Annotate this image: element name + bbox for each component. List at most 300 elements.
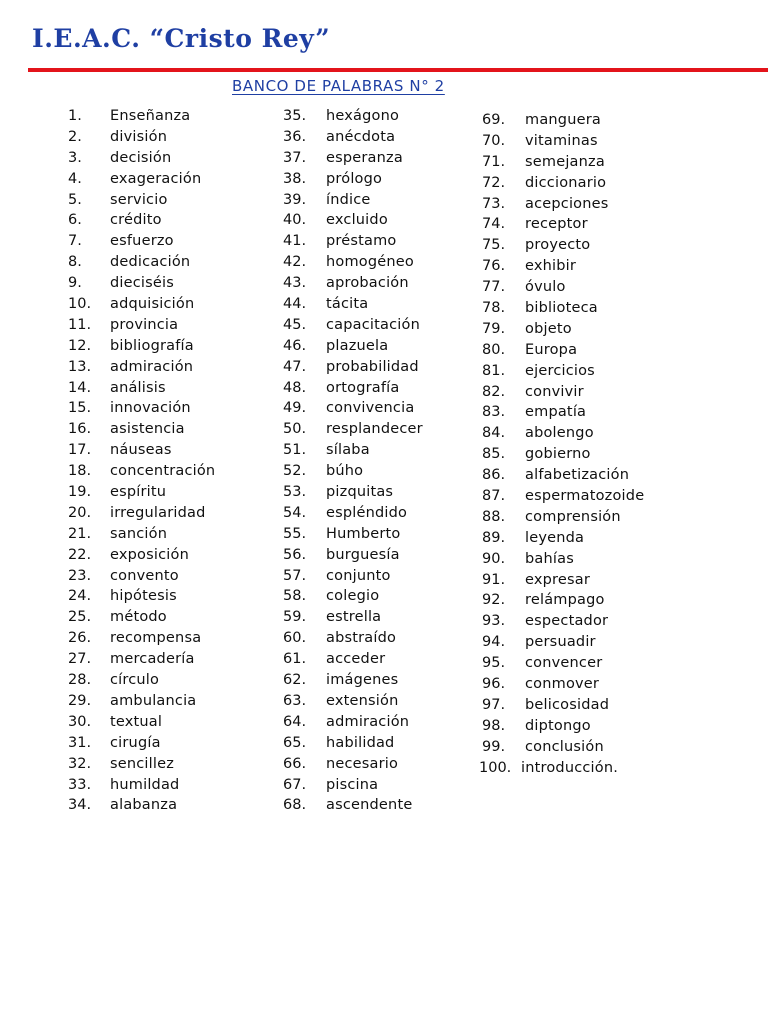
word-number: 40. bbox=[283, 212, 307, 229]
title-divider bbox=[28, 68, 768, 72]
word-text: división bbox=[110, 128, 168, 145]
word-list-item bbox=[283, 190, 473, 211]
word-text: espíritu bbox=[110, 484, 167, 501]
word-list-item bbox=[68, 712, 268, 733]
word-number: 11. bbox=[68, 316, 92, 333]
word-list-item bbox=[283, 106, 473, 127]
word-text: servicio bbox=[110, 191, 168, 208]
word-number: 23. bbox=[68, 567, 92, 584]
word-list-item bbox=[283, 691, 473, 712]
word-list-item bbox=[482, 611, 682, 632]
word-list-item bbox=[482, 423, 682, 444]
word-list-item bbox=[482, 528, 682, 549]
word-list-item bbox=[68, 607, 268, 628]
word-text: anécdota bbox=[326, 128, 396, 145]
word-column-2 bbox=[283, 106, 473, 816]
word-list-item bbox=[283, 336, 473, 357]
word-number: 15. bbox=[68, 400, 92, 417]
word-text: convencer bbox=[525, 655, 603, 672]
word-list-item bbox=[68, 252, 268, 273]
word-list-item bbox=[283, 148, 473, 169]
word-text: pizquitas bbox=[326, 484, 394, 501]
word-text: textual bbox=[110, 713, 163, 730]
word-list-item bbox=[482, 194, 682, 215]
word-list-item bbox=[482, 173, 682, 194]
word-number: 72. bbox=[482, 174, 506, 191]
word-number: 19. bbox=[68, 484, 92, 501]
word-text: exposición bbox=[110, 546, 189, 563]
word-text: excluido bbox=[326, 212, 388, 229]
word-text: diptongo bbox=[525, 717, 591, 734]
word-number: 75. bbox=[482, 237, 506, 254]
word-text: conjunto bbox=[326, 567, 391, 584]
word-list-item bbox=[283, 733, 473, 754]
word-text: esperanza bbox=[326, 149, 403, 166]
word-text: humildad bbox=[110, 776, 180, 793]
word-number: 86. bbox=[482, 467, 506, 484]
word-column-1 bbox=[68, 106, 268, 816]
word-list-item bbox=[283, 231, 473, 252]
word-text: probabilidad bbox=[326, 358, 419, 375]
word-text: plazuela bbox=[326, 337, 389, 354]
word-number: 54. bbox=[283, 504, 307, 521]
word-text: dieciséis bbox=[110, 275, 175, 292]
word-list-item bbox=[283, 440, 473, 461]
word-list-item bbox=[68, 419, 268, 440]
word-list-item bbox=[482, 716, 682, 737]
word-list-item bbox=[68, 461, 268, 482]
word-list-item bbox=[482, 319, 682, 340]
word-text: convivencia bbox=[326, 400, 415, 417]
word-bank-title: BANCO DE PALABRAS N° 2 bbox=[232, 77, 445, 95]
word-list-item bbox=[482, 570, 682, 591]
word-list-item bbox=[68, 775, 268, 796]
word-text: sílaba bbox=[326, 442, 370, 459]
word-list-item bbox=[68, 482, 268, 503]
word-list-item bbox=[68, 440, 268, 461]
word-text: expresar bbox=[525, 571, 591, 588]
word-text: provincia bbox=[110, 316, 179, 333]
word-number: 88. bbox=[482, 508, 506, 525]
word-number: 82. bbox=[482, 383, 506, 400]
word-list-item bbox=[283, 315, 473, 336]
word-number: 35. bbox=[283, 108, 307, 124]
word-list-item bbox=[482, 737, 682, 758]
word-number: 56. bbox=[283, 546, 307, 563]
word-list-item bbox=[283, 419, 473, 440]
word-text: ejercicios bbox=[525, 362, 595, 379]
word-list-item bbox=[283, 775, 473, 796]
word-list-item bbox=[482, 674, 682, 695]
word-number: 50. bbox=[283, 421, 307, 438]
word-text: colegio bbox=[326, 588, 380, 605]
word-number: 67. bbox=[283, 776, 307, 793]
word-text: óvulo bbox=[525, 279, 566, 296]
word-number: 26. bbox=[68, 630, 92, 647]
word-list-item bbox=[482, 298, 682, 319]
word-number: 9. bbox=[68, 275, 82, 292]
word-number: 10. bbox=[68, 296, 92, 313]
word-text: piscina bbox=[326, 776, 379, 793]
word-text: alabanza bbox=[110, 797, 178, 814]
word-text: habilidad bbox=[326, 734, 395, 751]
word-list-item bbox=[68, 733, 268, 754]
word-list-item bbox=[68, 398, 268, 419]
word-text: convivir bbox=[525, 383, 584, 400]
word-list-item bbox=[68, 190, 268, 211]
word-list-item bbox=[68, 315, 268, 336]
word-text: cirugía bbox=[110, 734, 161, 751]
word-list-item bbox=[68, 795, 268, 816]
word-text: extensión bbox=[326, 692, 399, 709]
word-text: comprensión bbox=[525, 508, 621, 525]
word-text: acceder bbox=[326, 651, 386, 668]
word-list-item bbox=[482, 214, 682, 235]
word-number: 97. bbox=[482, 696, 506, 713]
word-number: 41. bbox=[283, 233, 307, 250]
word-list-item bbox=[283, 169, 473, 190]
word-list-item bbox=[482, 340, 682, 361]
word-list-item bbox=[283, 357, 473, 378]
word-list-item bbox=[482, 110, 682, 131]
word-text: sencillez bbox=[110, 755, 175, 772]
word-text: exhibir bbox=[525, 258, 577, 275]
word-list-item bbox=[482, 444, 682, 465]
word-number: 74. bbox=[482, 216, 506, 233]
word-number: 89. bbox=[482, 529, 506, 546]
word-number: 7. bbox=[68, 233, 82, 250]
word-list-item bbox=[482, 653, 682, 674]
word-list-item bbox=[482, 590, 682, 611]
word-number: 46. bbox=[283, 337, 307, 354]
word-text: ortografía bbox=[326, 379, 400, 396]
word-text: exageración bbox=[110, 170, 202, 187]
word-text: manguera bbox=[525, 112, 601, 128]
word-list-item bbox=[68, 294, 268, 315]
word-list-item bbox=[283, 670, 473, 691]
word-list-item bbox=[283, 252, 473, 273]
word-list-item bbox=[283, 649, 473, 670]
word-list-item bbox=[479, 758, 682, 779]
word-text: ambulancia bbox=[110, 692, 197, 709]
word-number: 81. bbox=[482, 362, 506, 379]
word-number: 47. bbox=[283, 358, 307, 375]
word-text: círculo bbox=[110, 672, 160, 689]
word-number: 100. bbox=[479, 759, 512, 776]
word-list-item bbox=[283, 566, 473, 587]
word-number: 3. bbox=[68, 149, 82, 166]
word-text: homogéneo bbox=[326, 254, 414, 271]
word-list-item bbox=[283, 294, 473, 315]
word-number: 95. bbox=[482, 655, 506, 672]
word-number: 77. bbox=[482, 279, 506, 296]
word-list-item bbox=[283, 795, 473, 816]
word-text: sanción bbox=[110, 525, 168, 542]
word-text: índice bbox=[326, 191, 371, 208]
word-list-item bbox=[283, 628, 473, 649]
word-number: 73. bbox=[482, 195, 506, 212]
word-list-item bbox=[482, 361, 682, 382]
word-text: admiración bbox=[110, 358, 194, 375]
word-list-item bbox=[68, 210, 268, 231]
word-text: resplandecer bbox=[326, 421, 423, 438]
word-number: 49. bbox=[283, 400, 307, 417]
word-list-item bbox=[68, 378, 268, 399]
word-number: 17. bbox=[68, 442, 92, 459]
word-number: 52. bbox=[283, 463, 307, 480]
word-number: 60. bbox=[283, 630, 307, 647]
word-number: 62. bbox=[283, 672, 307, 689]
word-number: 76. bbox=[482, 258, 506, 275]
word-text: esfuerzo bbox=[110, 233, 174, 250]
word-text: imágenes bbox=[326, 672, 399, 689]
word-list-item bbox=[482, 382, 682, 403]
word-text: Humberto bbox=[326, 525, 401, 542]
word-number: 21. bbox=[68, 525, 92, 542]
word-list-item bbox=[68, 649, 268, 670]
word-number: 65. bbox=[283, 734, 307, 751]
word-list-item bbox=[482, 402, 682, 423]
word-number: 85. bbox=[482, 446, 506, 463]
word-list-item bbox=[68, 127, 268, 148]
word-list-item bbox=[283, 398, 473, 419]
word-list-item bbox=[482, 152, 682, 173]
word-text: abolengo bbox=[525, 425, 594, 442]
word-list-item bbox=[68, 628, 268, 649]
word-number: 70. bbox=[482, 132, 506, 149]
word-text: ascendente bbox=[326, 797, 413, 814]
word-number: 57. bbox=[283, 567, 307, 584]
word-list-item bbox=[283, 545, 473, 566]
word-list-item bbox=[283, 127, 473, 148]
word-number: 16. bbox=[68, 421, 92, 438]
word-text: recompensa bbox=[110, 630, 202, 647]
word-list-item bbox=[283, 503, 473, 524]
word-text: decisión bbox=[110, 149, 172, 166]
word-text: espléndido bbox=[326, 504, 408, 521]
word-number: 83. bbox=[482, 404, 506, 421]
word-text: gobierno bbox=[525, 446, 591, 463]
word-list-item bbox=[482, 549, 682, 570]
word-text: Europa bbox=[525, 341, 578, 358]
word-number: 6. bbox=[68, 212, 82, 229]
word-number: 66. bbox=[283, 755, 307, 772]
word-text: hipótesis bbox=[110, 588, 177, 605]
word-text: empatía bbox=[525, 404, 587, 421]
word-number: 87. bbox=[482, 488, 506, 505]
word-list-item bbox=[482, 277, 682, 298]
word-number: 2. bbox=[68, 128, 82, 145]
word-list-item bbox=[68, 670, 268, 691]
word-number: 20. bbox=[68, 504, 92, 521]
word-text: persuadir bbox=[525, 634, 596, 651]
word-number: 53. bbox=[283, 484, 307, 501]
word-text: introducción. bbox=[521, 759, 619, 776]
word-text: conclusión bbox=[525, 738, 604, 755]
word-number: 34. bbox=[68, 797, 92, 814]
word-list-item bbox=[283, 210, 473, 231]
word-text: espectador bbox=[525, 613, 609, 630]
word-list-item bbox=[283, 586, 473, 607]
word-text: receptor bbox=[525, 216, 588, 233]
word-number: 44. bbox=[283, 296, 307, 313]
word-text: espermatozoide bbox=[525, 488, 645, 505]
word-number: 18. bbox=[68, 463, 92, 480]
word-number: 14. bbox=[68, 379, 92, 396]
word-list-item bbox=[482, 465, 682, 486]
word-text: innovación bbox=[110, 400, 191, 417]
word-text: hexágono bbox=[326, 108, 400, 124]
word-list-item bbox=[482, 235, 682, 256]
word-list-item bbox=[68, 503, 268, 524]
word-list-item bbox=[68, 754, 268, 775]
word-text: leyenda bbox=[525, 529, 585, 546]
word-number: 90. bbox=[482, 550, 506, 567]
word-list-item bbox=[283, 607, 473, 628]
word-number: 22. bbox=[68, 546, 92, 563]
word-list-item bbox=[482, 507, 682, 528]
word-text: irregularidad bbox=[110, 504, 206, 521]
word-number: 69. bbox=[482, 112, 506, 128]
word-list-item bbox=[68, 106, 268, 127]
word-number: 24. bbox=[68, 588, 92, 605]
word-text: prólogo bbox=[326, 170, 383, 187]
word-list-item bbox=[283, 378, 473, 399]
word-text: relámpago bbox=[525, 592, 605, 609]
word-text: diccionario bbox=[525, 174, 607, 191]
word-text: conmover bbox=[525, 676, 600, 693]
word-number: 91. bbox=[482, 571, 506, 588]
word-number: 27. bbox=[68, 651, 92, 668]
word-number: 68. bbox=[283, 797, 307, 814]
word-list-item bbox=[68, 148, 268, 169]
word-list-item bbox=[68, 545, 268, 566]
word-number: 29. bbox=[68, 692, 92, 709]
word-text: bahías bbox=[525, 550, 574, 567]
word-list-item bbox=[68, 336, 268, 357]
word-number: 8. bbox=[68, 254, 82, 271]
word-number: 78. bbox=[482, 300, 506, 317]
word-number: 58. bbox=[283, 588, 307, 605]
word-number: 32. bbox=[68, 755, 92, 772]
word-number: 99. bbox=[482, 738, 506, 755]
word-list-item bbox=[68, 691, 268, 712]
word-text: burguesía bbox=[326, 546, 400, 563]
word-column-3 bbox=[479, 110, 682, 779]
word-text: adquisición bbox=[110, 296, 195, 313]
word-text: capacitación bbox=[326, 316, 420, 333]
word-list-item bbox=[68, 231, 268, 252]
word-text: método bbox=[110, 609, 167, 626]
word-text: crédito bbox=[110, 212, 162, 229]
word-list-item bbox=[283, 482, 473, 503]
word-number: 51. bbox=[283, 442, 307, 459]
word-text: tácita bbox=[326, 296, 369, 313]
word-text: estrella bbox=[326, 609, 382, 626]
word-number: 36. bbox=[283, 128, 307, 145]
word-list-item bbox=[283, 461, 473, 482]
word-number: 64. bbox=[283, 713, 307, 730]
word-number: 48. bbox=[283, 379, 307, 396]
word-number: 96. bbox=[482, 676, 506, 693]
word-number: 38. bbox=[283, 170, 307, 187]
word-list-item bbox=[283, 273, 473, 294]
word-number: 93. bbox=[482, 613, 506, 630]
word-text: dedicación bbox=[110, 254, 191, 271]
word-text: bibliografía bbox=[110, 337, 194, 354]
word-number: 39. bbox=[283, 191, 307, 208]
word-number: 71. bbox=[482, 153, 506, 170]
word-list-item bbox=[68, 586, 268, 607]
word-number: 37. bbox=[283, 149, 307, 166]
word-number: 31. bbox=[68, 734, 92, 751]
word-text: necesario bbox=[326, 755, 399, 772]
word-number: 1. bbox=[68, 108, 82, 124]
word-text: belicosidad bbox=[525, 696, 610, 713]
word-number: 12. bbox=[68, 337, 92, 354]
word-text: convento bbox=[110, 567, 179, 584]
word-list-item bbox=[68, 169, 268, 190]
word-number: 94. bbox=[482, 634, 506, 651]
word-text: acepciones bbox=[525, 195, 609, 212]
word-text: búho bbox=[326, 463, 364, 480]
word-list-item bbox=[482, 695, 682, 716]
word-list-item bbox=[68, 566, 268, 587]
word-number: 43. bbox=[283, 275, 307, 292]
word-text: abstraído bbox=[326, 630, 397, 647]
word-number: 79. bbox=[482, 320, 506, 337]
word-list-item bbox=[482, 131, 682, 152]
word-list-item bbox=[482, 632, 682, 653]
word-text: alfabetización bbox=[525, 467, 630, 484]
word-text: objeto bbox=[525, 320, 572, 337]
word-list-item bbox=[68, 524, 268, 545]
word-text: semejanza bbox=[525, 153, 605, 170]
word-number: 98. bbox=[482, 717, 506, 734]
word-number: 92. bbox=[482, 592, 506, 609]
word-list-item bbox=[283, 524, 473, 545]
word-number: 61. bbox=[283, 651, 307, 668]
word-number: 33. bbox=[68, 776, 92, 793]
word-list-item bbox=[68, 273, 268, 294]
word-text: admiración bbox=[326, 713, 410, 730]
school-title: I.E.A.C. “Cristo Rey” bbox=[32, 24, 331, 53]
word-text: proyecto bbox=[525, 237, 591, 254]
word-list-item bbox=[283, 712, 473, 733]
word-text: Enseñanza bbox=[110, 108, 191, 124]
word-number: 42. bbox=[283, 254, 307, 271]
word-number: 28. bbox=[68, 672, 92, 689]
word-text: biblioteca bbox=[525, 300, 598, 317]
word-list-item bbox=[482, 486, 682, 507]
word-number: 13. bbox=[68, 358, 92, 375]
word-number: 84. bbox=[482, 425, 506, 442]
word-number: 63. bbox=[283, 692, 307, 709]
word-number: 59. bbox=[283, 609, 307, 626]
word-number: 30. bbox=[68, 713, 92, 730]
word-text: préstamo bbox=[326, 233, 397, 250]
word-text: náuseas bbox=[110, 442, 172, 459]
word-text: asistencia bbox=[110, 421, 185, 438]
word-number: 5. bbox=[68, 191, 82, 208]
word-text: aprobación bbox=[326, 275, 409, 292]
word-number: 25. bbox=[68, 609, 92, 626]
word-text: vitaminas bbox=[525, 132, 598, 149]
word-text: concentración bbox=[110, 463, 216, 480]
word-number: 45. bbox=[283, 316, 307, 333]
word-list-item bbox=[68, 357, 268, 378]
word-list-item bbox=[482, 256, 682, 277]
